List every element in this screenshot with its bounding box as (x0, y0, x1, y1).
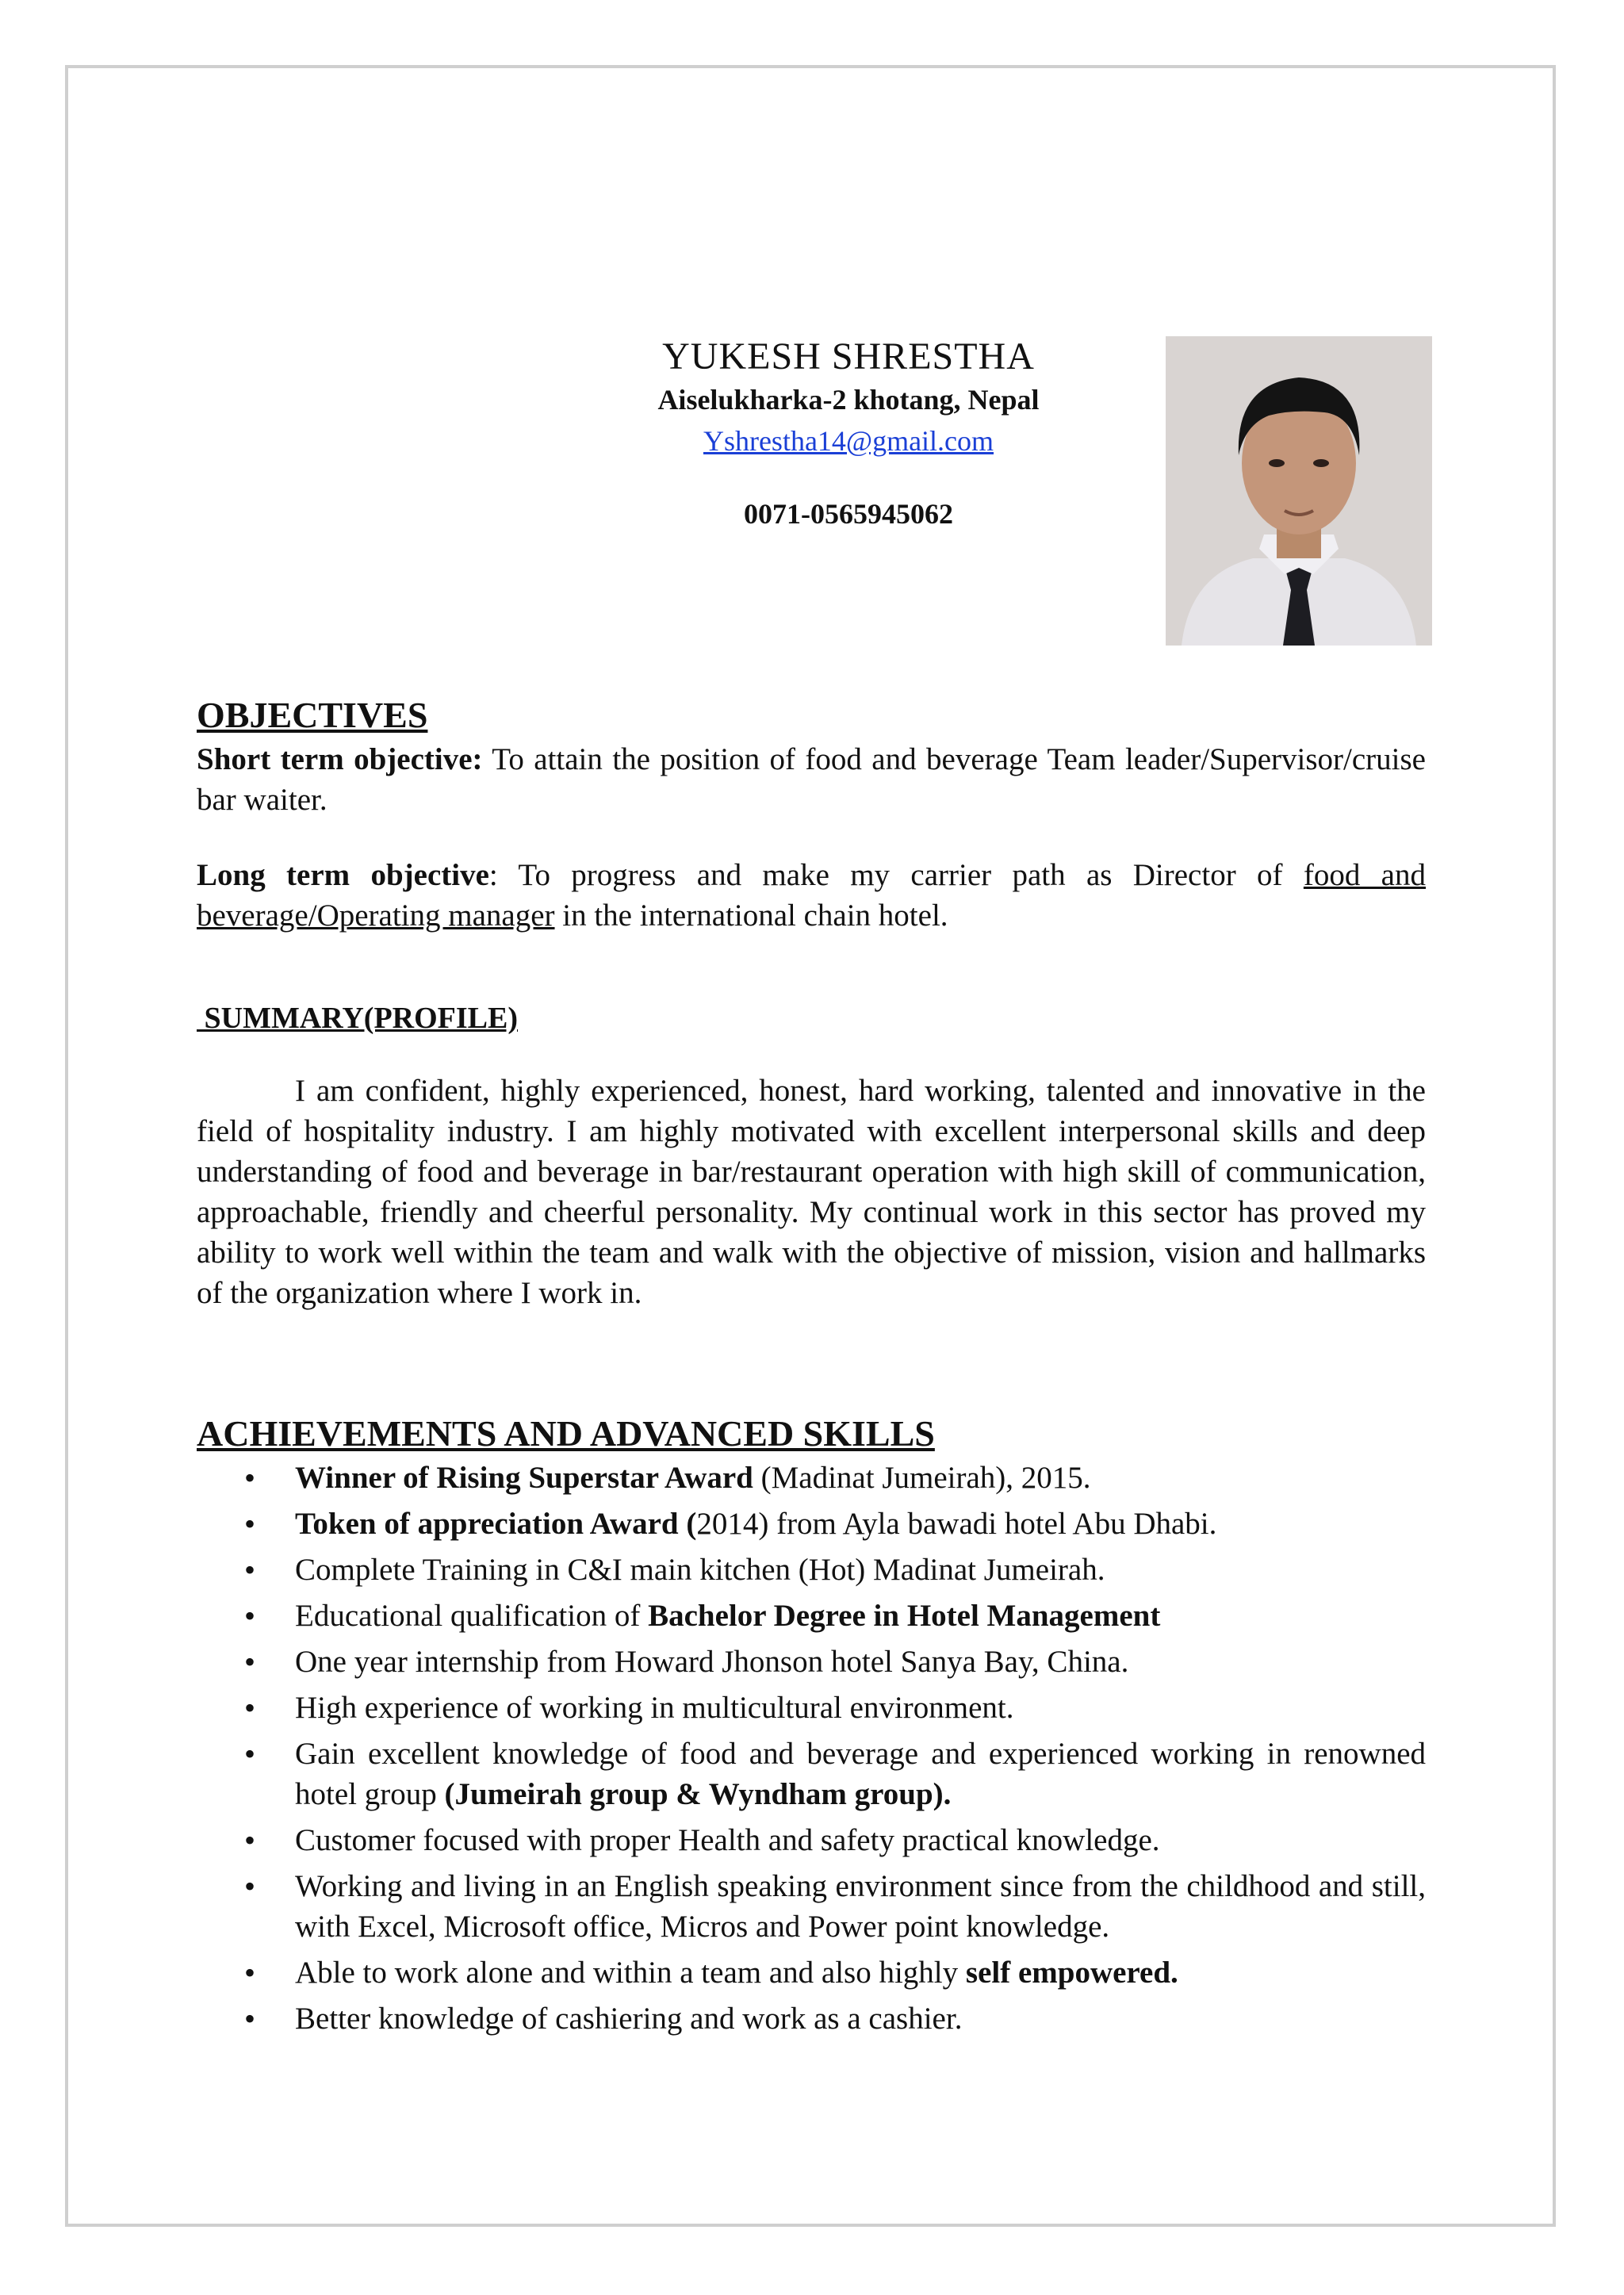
achievements-list (197, 1458, 1426, 2039)
summary-heading: SUMMARY(PROFILE) (197, 1002, 519, 1035)
candidate-phone: 0071-0565945062 (744, 498, 953, 530)
list-item: • One year internship from Howard Jhonson hotel Sanya Bay, China. (295, 1642, 1426, 1682)
long-term-objective (197, 855, 1426, 936)
short-term-text: To attain the position of food and beverage Team leader/Supervisor/cruise bar waiter. (197, 742, 1426, 817)
list-item: • Working and living in an English speaking environment since from the childhood and still, with Excel, Microsoft office, Micros and Power point knowledge. (295, 1866, 1426, 1947)
candidate-address: Aiselukharka-2 khotang, Nepal (657, 384, 1040, 416)
list-item: • Customer focused with proper Health and safety practical knowledge. (295, 1820, 1426, 1860)
list-item: • Token of appreciation Award (2014) from Ayla bawadi hotel Abu Dhabi. (295, 1504, 1426, 1544)
summary-paragraph: I am confident, highly experienced, honest, hard working, talented and innovative in the field of hospitality industry. I am highly motivated with excellent interpersonal skills and deep understanding of food and beverage in bar/restaurant operation with high skill of communication, approachable, friendly and cheerful personality. My continual work in this sector has proved my ability to work well within the team and walk with the objective of mission, vision and hallmarks of the organization where I work in. (197, 1074, 1426, 1310)
list-item: • Gain excellent knowledge of food and beverage and experienced working in renowned hotel group (Jumeirah group & Wyndham group). (295, 1734, 1426, 1814)
list-item: • Winner of Rising Superstar Award (Madinat Jumeirah), 2015. (295, 1458, 1426, 1498)
long-term-text-1: : To progress and make my carrier path as Director of (488, 858, 1304, 892)
list-item: • Better knowledge of cashiering and work as a cashier. (295, 1998, 1426, 2039)
long-term-text-underlined: food and beverage/Operating manager (197, 858, 1426, 933)
summary-section (197, 998, 1426, 1313)
achievements-heading: ACHIEVEMENTS AND ADVANCED SKILLS (197, 1413, 935, 1454)
resume-header (555, 335, 1142, 534)
short-term-label: Short term objective: (197, 742, 483, 776)
achievements-section (197, 1410, 1426, 2044)
candidate-email-link[interactable]: Yshrestha14@gmail.com (703, 425, 994, 457)
portrait-image (1166, 336, 1432, 646)
short-term-objective (197, 739, 1426, 820)
list-item: • High experience of working in multicultural environment. (295, 1688, 1426, 1728)
objectives-section (197, 692, 1426, 936)
candidate-name: YUKESH SHRESTHA (662, 335, 1035, 377)
long-term-label: Long term objective (197, 858, 489, 892)
objectives-heading: OBJECTIVES (197, 695, 428, 735)
list-item: • Able to work alone and within a team and also highly self empowered. (295, 1952, 1426, 1993)
candidate-photo (1166, 336, 1432, 646)
list-item: • Complete Training in C&I main kitchen (Hot) Madinat Jumeirah. (295, 1550, 1426, 1590)
list-item: • Educational qualification of Bachelor Degree in Hotel Management (295, 1596, 1426, 1636)
long-term-text-2: in the international chain hotel. (554, 898, 948, 933)
